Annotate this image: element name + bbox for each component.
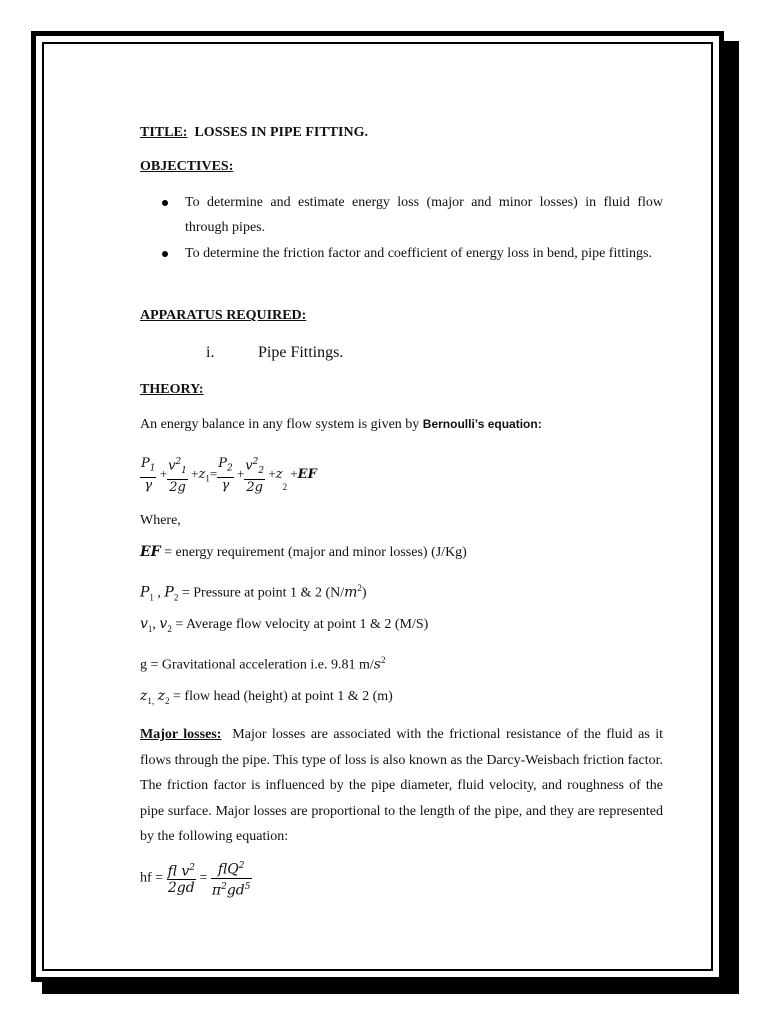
bullet-icon [162,200,168,206]
apparatus-heading: APPARATUS REQUIRED: [140,308,307,323]
definition-head: $z_{1,}$ $z_2$ = flow head (height) at point 1 & 2 (m) [140,688,393,706]
theory-heading: THEORY: [140,382,204,397]
title-text: LOSSES IN PIPE FITTING. [194,125,368,140]
bernoulli-equation: $\frac{P_1}{\gamma}$ + $\frac{v^2_1}{2g}$ $+z_1=$ $\frac{P_2}{\gamma}$ + $\frac{v^2_2}{2g}$ $+z_2 +EF$ [140,454,317,496]
major-losses-paragraph: Major losses: Major losses are associated with the frictional resistance of the fluid as it flows through the pipe. This type of loss is also known as the Darcy-Weisbach friction factor. The friction factor is influenced by the pipe diameter, fluid velocity, and roughness of the pipe surface. Major losses are proportional to the length of the pipe, and they are represented by the following equation: [140,727,663,844]
theory-intro: An energy balance in any flow system is given by Bernoulli’s equation: [140,417,542,432]
definition-velocity: $v_1$, $v_2$ = Average flow velocity at point 1 & 2 (M/S) [140,616,429,634]
definition-gravity: g = Gravitational acceleration i.e. 9.81 $m/s^2$ [140,655,386,673]
objectives-list [140,190,663,267]
bullet-icon [162,251,168,257]
definition-pressure: $P_1$ , $P_2$ = Pressure at point 1 & 2 $(N/m^2)$ [140,583,367,603]
list-item: To determine and estimate energy loss (major and minor losses) in fluid flow through pipes. [140,190,663,240]
apparatus-item: i. Pipe Fittings. [206,344,344,361]
major-losses-label: Major losses: [140,727,222,742]
list-item: To determine the friction factor and coefficient of energy loss in bend, pipe fittings. [140,241,663,266]
page-title [140,120,368,145]
definitions-list [140,540,663,720]
objectives-heading: OBJECTIVES: [140,159,234,174]
definition-ef: EF = energy requirement (major and minor losses) (J/Kg) [140,544,467,560]
darcy-weisbach-equation: hf = $\frac{fl v^2}{2gd}$ = $\frac{flQ^2}{\pi^2gd^5}$ [140,858,252,898]
where-label: Where, [140,513,181,528]
title-label: TITLE: [140,125,188,140]
